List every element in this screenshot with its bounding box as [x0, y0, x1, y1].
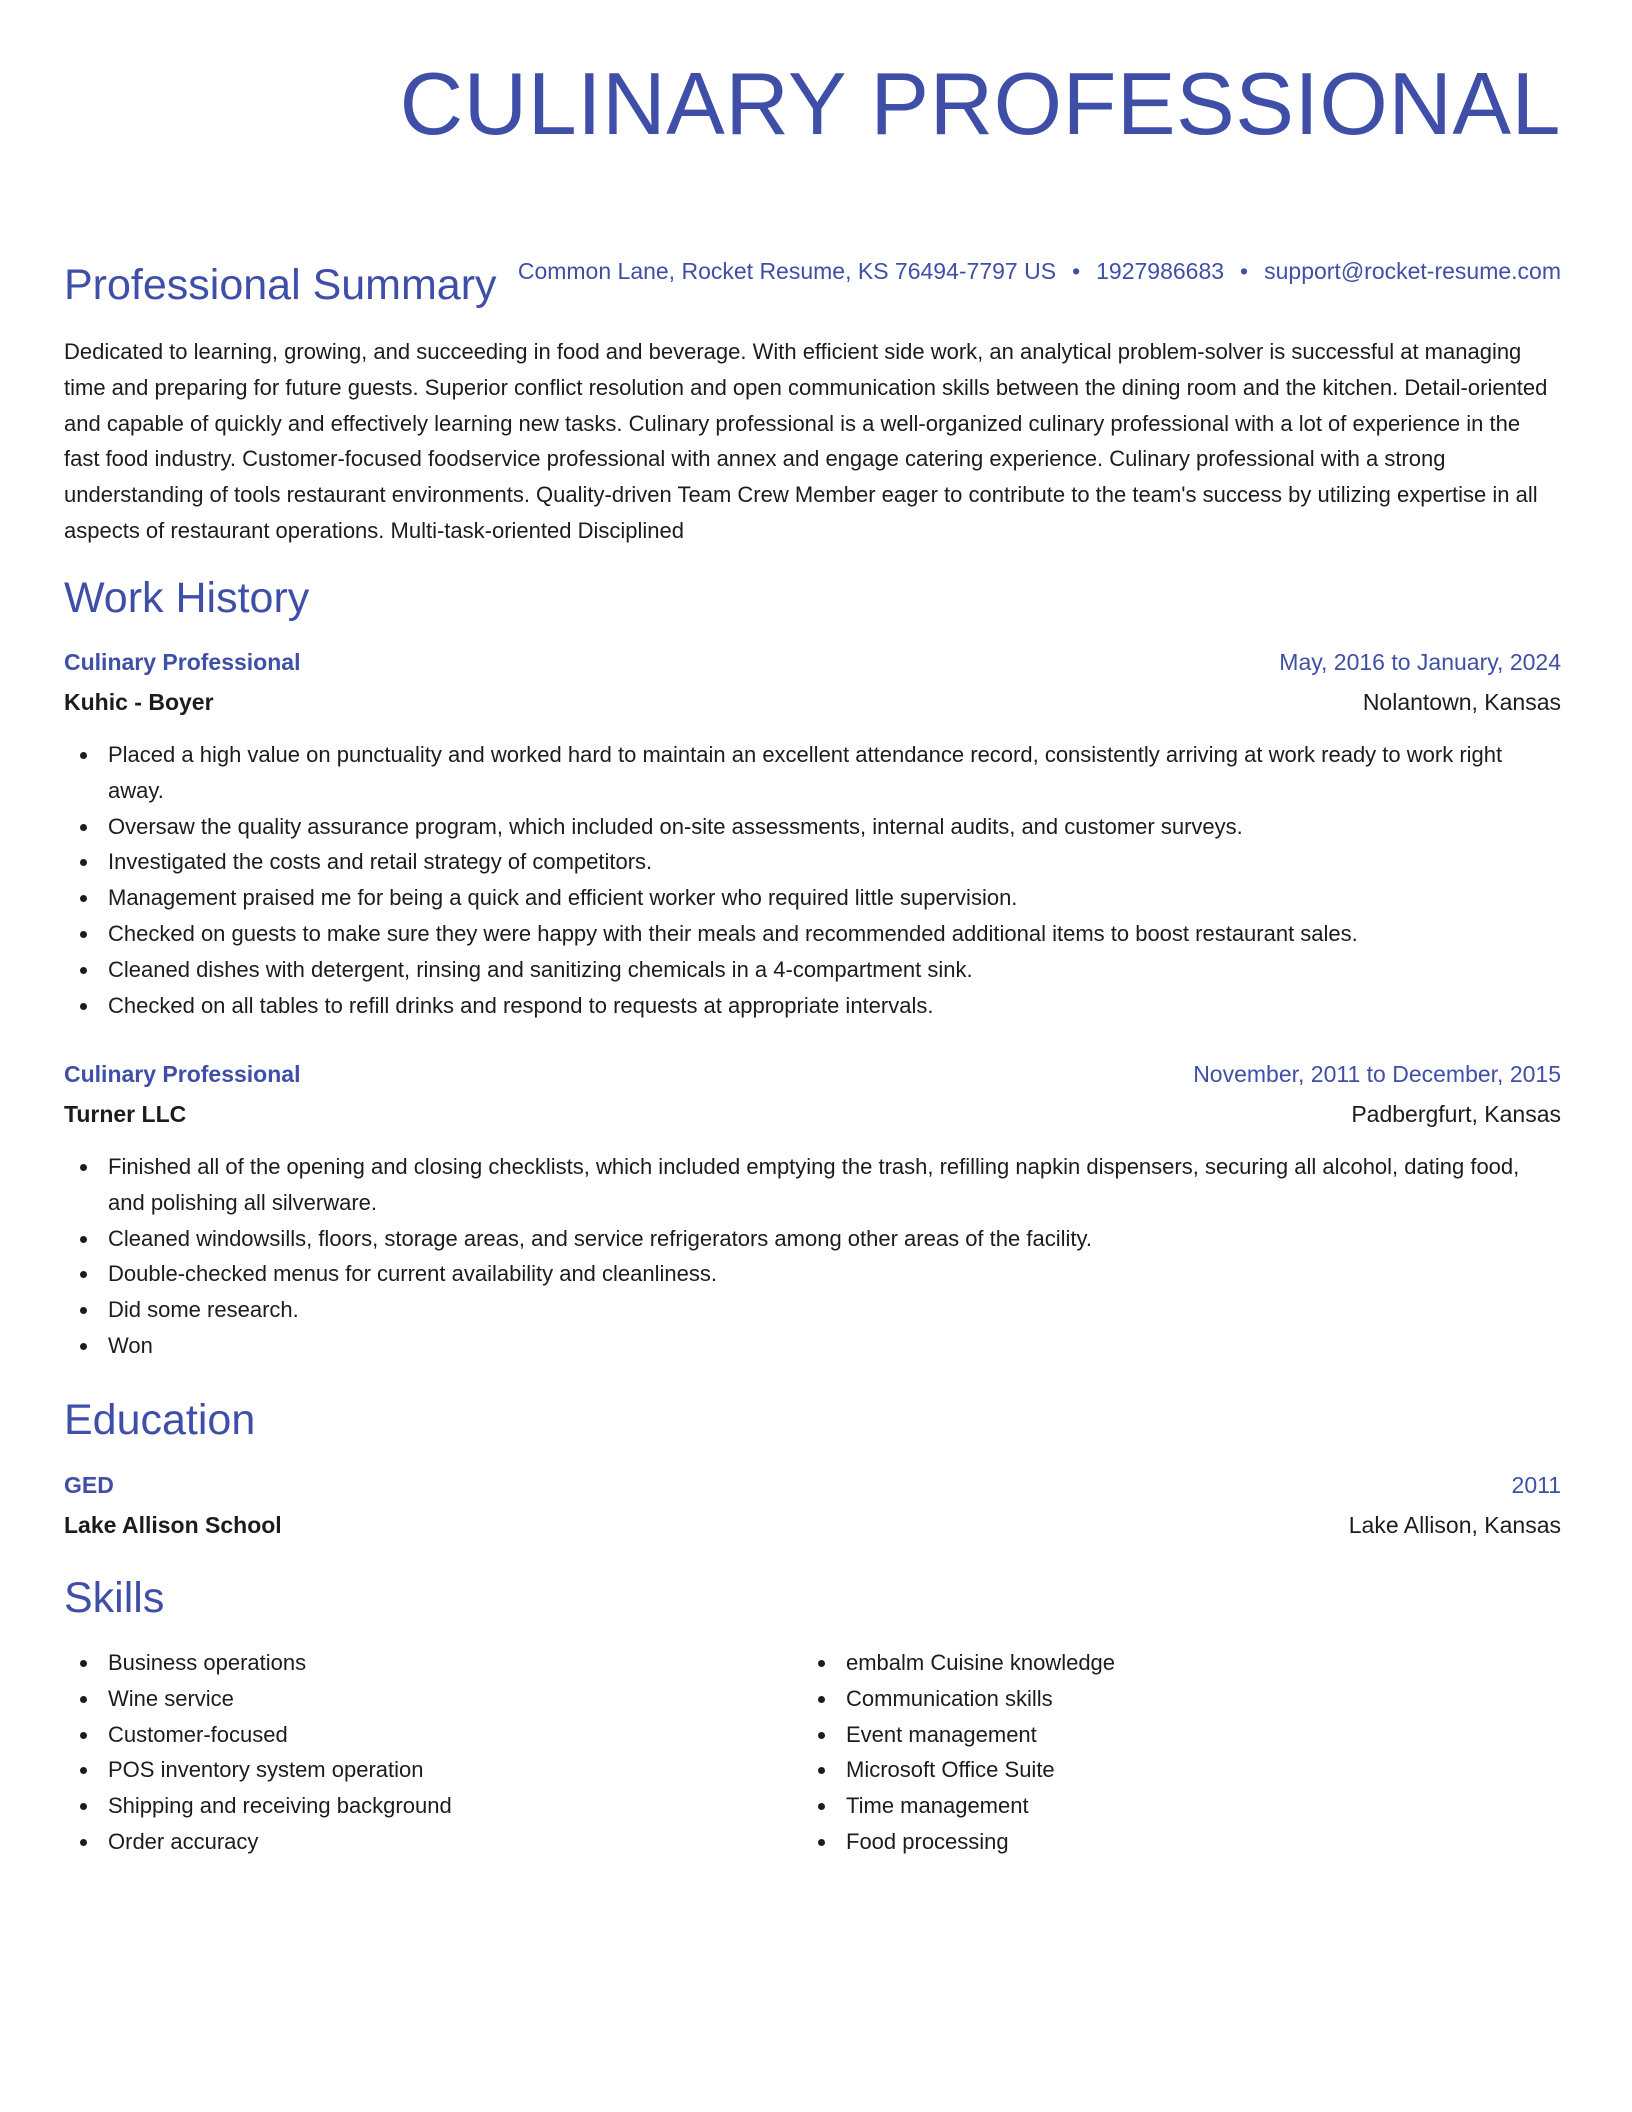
- list-item: Time management: [846, 1788, 1502, 1824]
- job-role: Culinary Professional: [64, 1061, 301, 1087]
- list-item: Microsoft Office Suite: [846, 1752, 1502, 1788]
- list-item: Business operations: [108, 1645, 764, 1681]
- list-item: Management praised me for being a quick and efficient worker who required little supervision.: [108, 880, 1561, 916]
- contact-separator: •: [1240, 258, 1249, 284]
- job-role: Culinary Professional: [64, 649, 301, 675]
- contact-address: Common Lane, Rocket Resume, KS 76494-7797 US: [517, 258, 1057, 284]
- candidate-name: CULINARY PROFESSIONAL: [399, 54, 1561, 153]
- job-dates: May, 2016 to January, 2024: [1279, 649, 1561, 675]
- list-item: Checked on all tables to refill drinks and respond to requests at appropriate intervals.: [108, 988, 1561, 1024]
- list-item: Placed a high value on punctuality and worked hard to maintain an excellent attendance record, consistently arriving at work ready to work right away.: [108, 737, 1561, 809]
- summary-text: Dedicated to learning, growing, and succeeding in food and beverage. With efficient side work, an analytical problem-solver is successful at managing time and preparing for future guests. Superior conflict resolution and open communication skills between the dining room and the kitchen. Detail-oriented and capable of quickly and effectively learning new tasks. Culinary professional is a well-organized culinary professional with a lot of experience in the fast food industry. Customer-focused foodservice professional with annex and engage catering experience. Culinary professional with a strong understanding of tools restaurant environments. Quality-driven Team Crew Member eager to contribute to the team's success by utilizing expertise in all aspects of restaurant operations. Multi-task-oriented Disciplined: [64, 339, 1548, 543]
- list-item: Order accuracy: [108, 1824, 764, 1860]
- resume-page: [64, 0, 1561, 1854]
- list-item: Did some research.: [108, 1292, 1561, 1328]
- list-item: Cleaned windowsills, floors, storage areas, and service refrigerators among other areas of the facility.: [108, 1221, 1561, 1257]
- skills-list-left: [64, 1645, 764, 1860]
- contact-line: [518, 256, 1561, 286]
- list-item: Shipping and receiving background: [108, 1788, 764, 1824]
- list-item: Checked on guests to make sure they were happy with their meals and recommended additional items to boost restaurant sales.: [108, 916, 1561, 952]
- skills-column-left: [64, 1645, 764, 1860]
- job-entry-1: [64, 645, 1561, 1023]
- job-location: Nolantown, Kansas: [1362, 689, 1561, 715]
- skills-list-right: [802, 1645, 1502, 1860]
- list-item: Investigated the costs and retail strategy of competitors.: [108, 844, 1561, 880]
- list-item: Cleaned dishes with detergent, rinsing and sanitizing chemicals in a 4-compartment sink.: [108, 952, 1561, 988]
- list-item: POS inventory system operation: [108, 1752, 764, 1788]
- summary-heading: Professional Summary: [64, 261, 497, 309]
- contact-phone: 1927986683: [1096, 258, 1225, 284]
- list-item: embalm Cuisine knowledge: [846, 1645, 1502, 1681]
- list-item: Oversaw the quality assurance program, which included on-site assessments, internal audits, and customer surveys.: [108, 809, 1561, 845]
- work-history-heading: Work History: [64, 574, 310, 622]
- list-item: Finished all of the opening and closing checklists, which included emptying the trash, refilling napkin dispensers, securing all alcohol, dating food, and polishing all silverware.: [108, 1149, 1561, 1221]
- job-company: Kuhic - Boyer: [64, 689, 214, 715]
- job-entry-2: [64, 1057, 1561, 1364]
- education-degree: GED: [64, 1472, 114, 1498]
- list-item: Won: [108, 1328, 1561, 1364]
- list-item: Wine service: [108, 1681, 764, 1717]
- education-heading: Education: [64, 1396, 256, 1444]
- education-location: Lake Allison, Kansas: [1348, 1512, 1561, 1538]
- job-company: Turner LLC: [64, 1101, 187, 1127]
- contact-email: support@rocket-resume.com: [1264, 258, 1561, 284]
- list-item: Double-checked menus for current availability and cleanliness.: [108, 1256, 1561, 1292]
- job-location: Padbergfurt, Kansas: [1351, 1101, 1561, 1127]
- education-year: 2011: [1511, 1472, 1561, 1498]
- contact-separator: •: [1072, 258, 1081, 284]
- education-school: Lake Allison School: [64, 1512, 282, 1538]
- job-duties-list: [64, 737, 1561, 1023]
- list-item: Communication skills: [846, 1681, 1502, 1717]
- job-duties-list: [64, 1149, 1561, 1364]
- skills-heading: Skills: [64, 1574, 165, 1622]
- list-item: Event management: [846, 1717, 1502, 1753]
- job-dates: November, 2011 to December, 2015: [1193, 1061, 1561, 1087]
- skills-column-right: [802, 1645, 1502, 1860]
- list-item: Food processing: [846, 1824, 1502, 1860]
- education-entry: [64, 1468, 1561, 1548]
- list-item: Customer-focused: [108, 1717, 764, 1753]
